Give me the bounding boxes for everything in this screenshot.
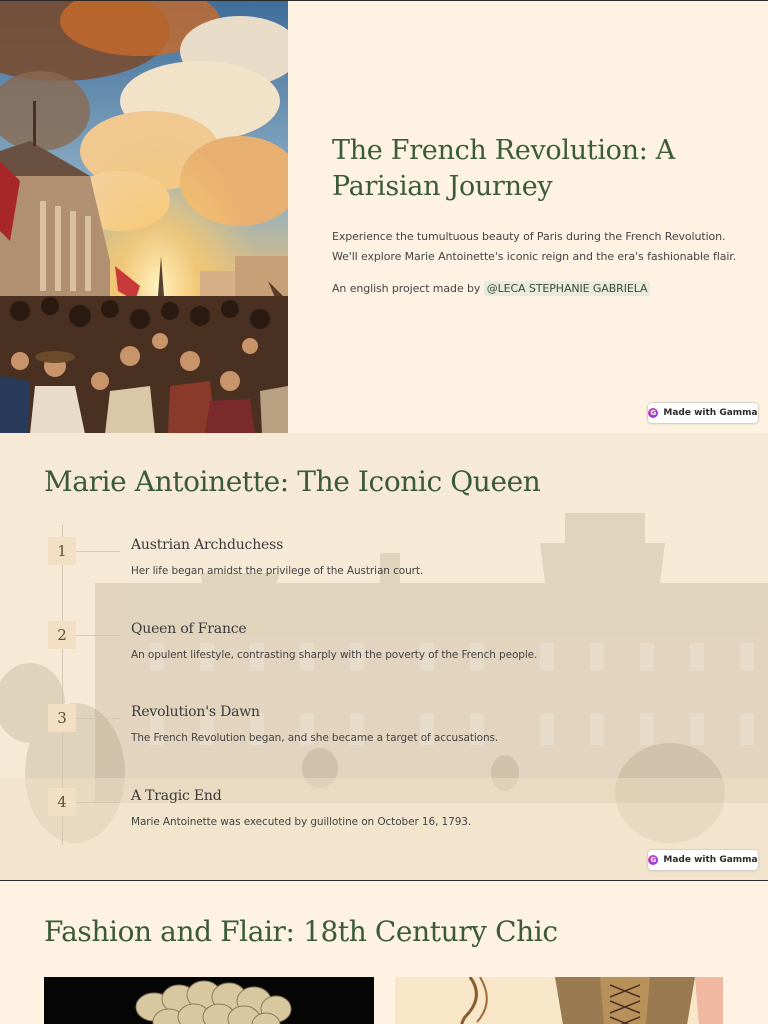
timeline-connector	[76, 802, 120, 803]
timeline-text: An opulent lifestyle, contrasting sharply with the poverty of the French people.	[131, 649, 538, 661]
slide-description: Experience the tumultuous beauty of Paris during the French Revolution. We'll explore Marie Antoinette's iconic reign and the era's fashionable flair.	[332, 230, 737, 263]
timeline-connector	[76, 635, 120, 636]
timeline-text: The French Revolution began, and she became a target of accusations.	[131, 732, 499, 744]
title-slide	[0, 0, 768, 433]
made-with-gamma-badge[interactable]	[647, 402, 759, 424]
slide-title: Fashion and Flair: 18th Century Chic	[44, 915, 558, 948]
timeline-item	[0, 788, 768, 848]
timeline-heading: Revolution's Dawn	[131, 704, 260, 720]
timeline-heading: Queen of France	[131, 621, 247, 637]
timeline-number: 3	[48, 704, 76, 732]
timeline-heading: A Tragic End	[131, 788, 222, 804]
powdered-wig-image	[44, 977, 374, 1024]
hero-image	[0, 1, 288, 433]
author-mention[interactable]: @LECA STEPHANIE GABRIELA	[484, 281, 651, 296]
slide-title: Marie Antoinette: The Iconic Queen	[44, 465, 541, 498]
timeline-text: Marie Antoinette was executed by guillotine on October 16, 1793.	[131, 816, 472, 828]
timeline-connector	[76, 718, 120, 719]
timeline-slide	[0, 433, 768, 881]
timeline-number: 2	[48, 621, 76, 649]
timeline-item	[0, 704, 768, 764]
gamma-icon: G	[648, 408, 658, 418]
timeline-number: 4	[48, 788, 76, 816]
timeline-number: 1	[48, 537, 76, 565]
fashion-slide	[0, 881, 768, 1024]
corset-dress-image	[395, 977, 723, 1024]
timeline-item	[0, 537, 768, 597]
timeline-item	[0, 621, 768, 681]
badge-label: Made with Gamma	[663, 855, 758, 865]
badge-label: Made with Gamma	[663, 408, 758, 418]
gamma-icon: G	[648, 855, 658, 865]
credit-line	[332, 281, 752, 297]
title-content	[332, 133, 752, 297]
made-with-gamma-badge[interactable]	[647, 849, 759, 871]
timeline-heading: Austrian Archduchess	[131, 537, 284, 553]
credit-prefix: An english project made by	[332, 282, 481, 295]
slide-title: The French Revolution: A Parisian Journey	[332, 135, 676, 202]
timeline-text: Her life began amidst the privilege of the Austrian court.	[131, 565, 424, 577]
timeline-connector	[76, 551, 120, 552]
